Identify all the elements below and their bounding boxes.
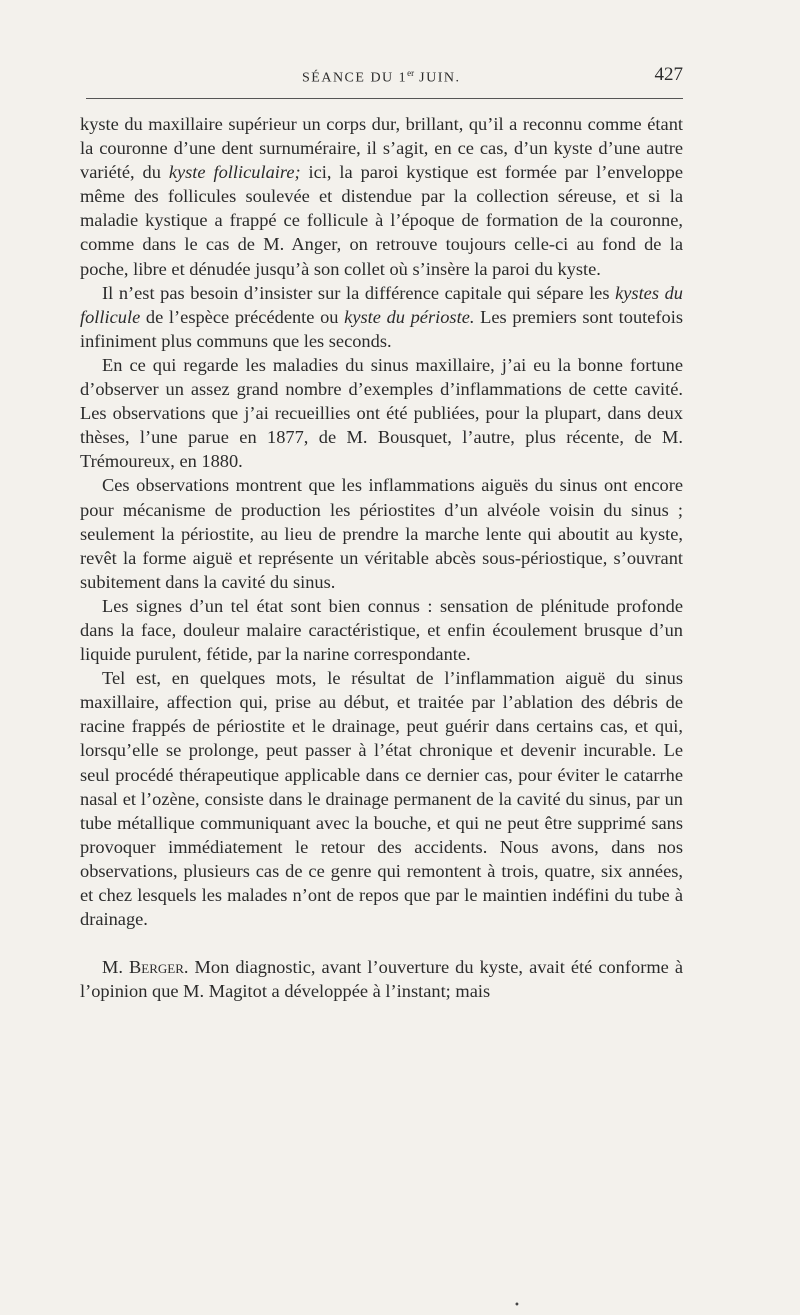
running-head bbox=[302, 68, 461, 87]
p1-text-c: ici, la paroi kystique est formée par l’enveloppe même des follicules soulevée et distendue par la collection séreuse, et si la maladie kystique a frappé ce follicule à l’époque de formation de la couronne, comme dans le cas de M. Anger, on retrouve toujours celle-ci au fond de la poche, libre et dénudée jusqu’à son collet où s’insère la paroi du kyste. bbox=[80, 162, 683, 279]
paragraph-6: Tel est, en quelques mots, le résultat de l’inflammation aiguë du sinus maxillaire, affection qui, prise au début, et traitée par l’ablation des débris de racine frappés de périostite et le drainage, peut guérir dans certains cas, et qui, lorsqu’elle se prolonge, peut passer à l’état chronique et devenir incurable. Le seul procédé thérapeutique applicable dans ce dernier cas, pour éviter le catarrhe nasal et l’ozène, consiste dans le drainage permanent de la cavité du sinus, par un tube métallique communiquant avec la bouche, et qui ne peut être supprimé sans provoquer immédiatement le retour des accidents. Nous avons, dans nos observations, plusieurs cas de ce genre qui remontent à trois, quatre, six années, et chez lesquels les malades n’ont de repos que par le maintien indéfini du tube à drainage. bbox=[80, 668, 683, 930]
p7-text: Mon diagnostic, avant l’ouverture du kyste, avait été conforme à l’opinion que M. Magitot a développée à l’instant; mais bbox=[80, 957, 684, 1002]
p1-italic-term: kyste folliculaire; bbox=[168, 162, 301, 183]
paragraph-4: Ces observations montrent que les inflammations aiguës du sinus ont encore pour mécanisme de production les périostites d’un alvéole voisin du sinus ; seulement la périostite, au lieu de prendre la marche lente qui aboutit au kyste, revêt la forme aiguë et représente un véritable abcès sous-périostique, s’ouvrant subitement dans la cavité du sinus. bbox=[80, 475, 683, 592]
p2-text-a: Il n’est pas besoin d’insister sur la différence capitale qui sépare les bbox=[102, 282, 616, 303]
body-text bbox=[80, 112, 683, 1003]
page-number: 427 bbox=[654, 64, 683, 85]
printer-mark: • bbox=[514, 1300, 520, 1311]
running-head-text: SÉANCE DU 1 bbox=[302, 70, 408, 86]
running-head-superscript: er bbox=[407, 68, 415, 78]
p2-italic-term-2: kyste du périoste. bbox=[344, 306, 475, 327]
p1-text-a: kyste du maxillaire supérieur un corps dur, brillant, qu’il a reconnu comme étant la couronne d’une dent surnuméraire, il s’agit, en ce cas, d’un kyste d’une autre variété, du bbox=[80, 114, 683, 183]
running-head-text-end: JUIN. bbox=[414, 70, 461, 86]
paragraph-5: Les signes d’un tel état sont bien connus : sensation de plénitude profonde dans la face, douleur malaire caractéristique, et enfin écoulement brusque d’un liquide purulent, fétide, par la narine correspondante. bbox=[80, 595, 683, 665]
paragraph-7 bbox=[80, 955, 683, 1003]
p2-text-c: de l’espèce précédente ou bbox=[140, 306, 345, 327]
paragraph-2 bbox=[80, 281, 683, 353]
header-rule bbox=[86, 98, 683, 99]
p2-italic-term-1: kystes du follicule bbox=[80, 282, 683, 327]
paragraph-1 bbox=[80, 112, 683, 281]
paragraph-3: En ce qui regarde les maladies du sinus maxillaire, j’ai eu la bonne fortune d’observer un assez grand nombre d’exemples d’inflammations de cette cavité. Les observations que j’ai recueillies ont été publiées, pour la plupart, dans deux thèses, l’une parue en 1877, de M. Bousquet, l’autre, plus récente, de M. Trémoureux, en 1880. bbox=[80, 354, 683, 472]
p2-text-e: Les premiers sont toutefois infiniment plus communs que les seconds. bbox=[80, 306, 683, 351]
page-header bbox=[80, 62, 683, 90]
speaker-name: M. Berger. bbox=[102, 957, 189, 978]
